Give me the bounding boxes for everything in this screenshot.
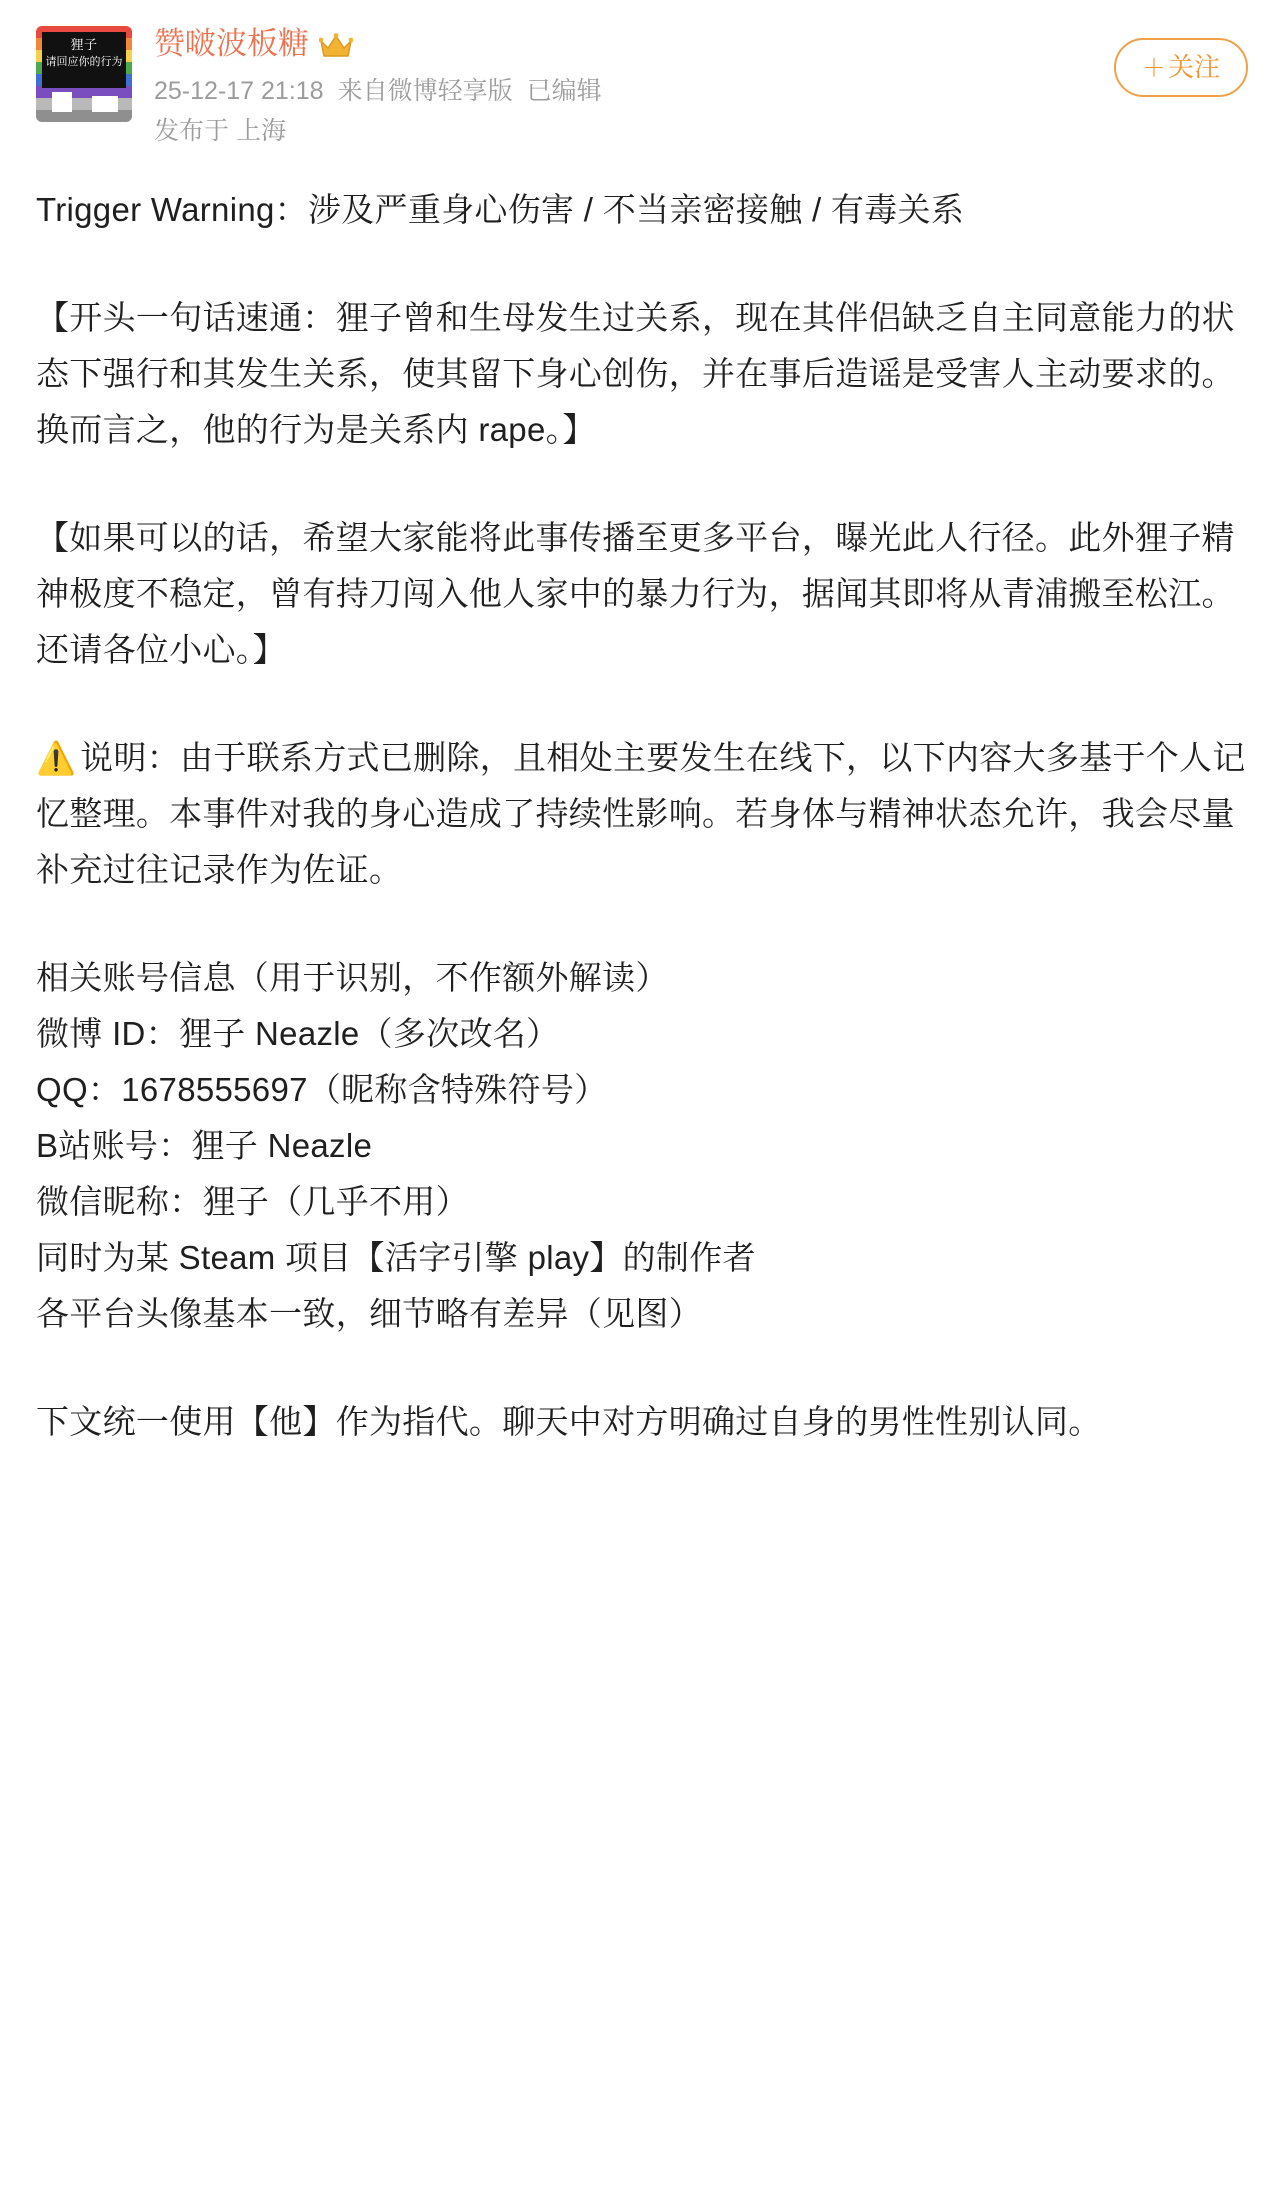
post-meta [154, 22, 1248, 148]
post-location: 发布于 上海 [154, 117, 286, 145]
username[interactable]: 赞啵波板糖 [154, 26, 309, 61]
paragraph-summary: 【开头一句话速通：狸子曾和生母发生过关系，现在其伴侣缺乏自主同意能力的状态下强行和其发生关系，使其留下身心创伤，并在事后造谣是受害人主动要求的。换而言之，他的行为是关系内 rape。】 [36, 299, 1235, 448]
plus-icon: ＋ [1141, 55, 1166, 82]
account-info-line: QQ：1678555697（昵称含特殊符号） [36, 1071, 608, 1108]
account-info-line: 各平台头像基本一致，细节略有差异（见图） [36, 1295, 702, 1332]
paragraph-spread-request: 【如果可以的话，希望大家能将此事传播至更多平台，曝光此人行径。此外狸子精神极度不稳定，曾有持刀闯入他人家中的暴力行为，据闻其即将从青浦搬至松江。还请各位小心。】 [36, 519, 1235, 668]
post-content [36, 182, 1248, 1450]
follow-button-label: 关注 [1167, 52, 1220, 82]
account-info-line: 微信昵称：狸子（几乎不用） [36, 1183, 469, 1220]
post-timestamp: 25-12-17 21:18 [154, 77, 324, 105]
account-info-line: B站账号：狸子 Neazle [36, 1127, 373, 1164]
paragraph-note-text: 说明：由于联系方式已删除，且相处主要发生在线下，以下内容大多基于个人记忆整理。本事件对我的身心造成了持续性影响。若身体与精神状态允许，我会尽量补充过往记录作为佐证。 [36, 739, 1246, 888]
account-info-line: 同时为某 Steam 项目【活字引擎 play】的制作者 [36, 1239, 756, 1276]
paragraph-note [36, 730, 1248, 898]
paragraph-pronoun-note: 下文统一使用【他】作为指代。聊天中对方明确过自身的男性性别认同。 [36, 1403, 1102, 1440]
follow-button[interactable] [1114, 38, 1248, 97]
username-row [154, 24, 1248, 64]
warning-icon: ⚠️ [36, 740, 77, 776]
avatar[interactable] [36, 26, 132, 122]
avatar-white-square-right [92, 96, 118, 112]
post-edited-flag: 已编辑 [526, 77, 602, 105]
post-header [36, 22, 1248, 148]
post-timestamp-row [154, 74, 1248, 108]
post-source[interactable]: 来自微博轻享版 [337, 77, 513, 105]
account-info-block [36, 950, 1248, 1342]
avatar-text-line2: 请回应你的行为 [45, 56, 123, 68]
avatar-text-line1: 狸子 [70, 37, 98, 52]
crown-icon [319, 33, 353, 59]
avatar-white-square-left [52, 92, 72, 112]
account-info-line: 微博 ID：狸子 Neazle（多次改名） [36, 1015, 560, 1052]
paragraph-trigger-warning: Trigger Warning：涉及严重身心伤害 / 不当亲密接触 / 有毒关系 [36, 191, 965, 228]
account-info-line: 相关账号信息（用于识别，不作额外解读） [36, 959, 669, 996]
